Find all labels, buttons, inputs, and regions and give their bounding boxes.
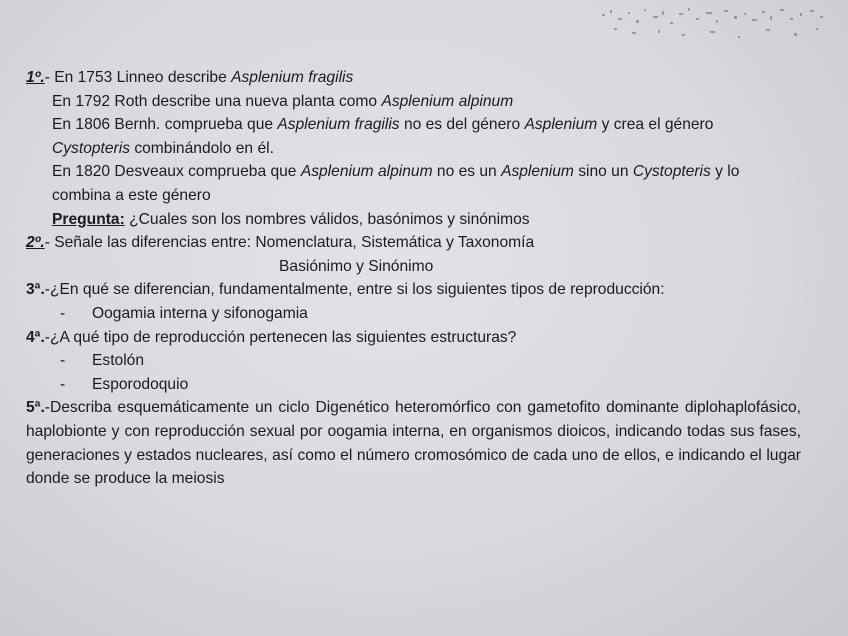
q1-line-1 bbox=[26, 66, 810, 90]
q1-l3-d: Asplenium bbox=[524, 116, 598, 134]
q2-number: 2º. bbox=[26, 234, 45, 252]
q4-number: 4ª. bbox=[26, 328, 45, 346]
q5-number: 5ª. bbox=[26, 399, 45, 417]
q1-l3-b: Asplenium fragilis bbox=[277, 116, 400, 134]
q1-l5-e: sino un bbox=[573, 163, 633, 181]
q1-line-5 bbox=[26, 160, 810, 184]
q1-number: 1º. bbox=[26, 69, 45, 86]
q1-l5-a: En 1820 Desveaux comprueba que bbox=[52, 163, 301, 181]
exam-document bbox=[26, 66, 810, 491]
q4-item-2 bbox=[26, 373, 810, 397]
q1-l1-text: - En 1753 Linneo describe bbox=[44, 69, 232, 86]
q4-item-text: Estolón bbox=[92, 352, 145, 370]
q1-line-3 bbox=[26, 113, 810, 137]
q3-text: -¿En qué se diferencian, fundamentalmente, entre si los siguientes tipos de reproducción: bbox=[44, 281, 665, 299]
q1-l2-text: En 1792 Roth describe una nueva planta como bbox=[52, 92, 382, 110]
q1-l3-c: no es del género bbox=[399, 116, 525, 134]
q1-l2-species: Asplenium alpinum bbox=[381, 92, 514, 110]
q2-line-1 bbox=[26, 231, 810, 255]
q1-l5-f: Cystopteris bbox=[632, 163, 711, 181]
q4-text: -¿A qué tipo de reproducción pertenecen las siguientes estructuras? bbox=[44, 328, 517, 346]
q5-text: -Describa esquemáticamente un ciclo Digenético heteromórfico con gametofito dominante diplohaplofásico, haplobionte y con reproducción sexual por oogamia interna, en organismos dioicos, indicando todas sus fases, generaciones y estados nucleares, así como el número cromosómico de cada uno de ellos, e indicando el lugar donde se produce la meiosis bbox=[26, 399, 801, 488]
q1-l1-species: Asplenium fragilis bbox=[231, 69, 354, 86]
q1-line-2 bbox=[26, 90, 810, 114]
list-dash: - bbox=[60, 304, 66, 322]
q2-line-2: Basiónimo y Sinónimo bbox=[279, 257, 434, 275]
q1-l4-text: combinándolo en él. bbox=[130, 139, 274, 157]
smudge-noise bbox=[598, 4, 834, 44]
q1-question bbox=[26, 208, 810, 232]
q1-l5-d: Asplenium bbox=[501, 163, 574, 181]
q3-item-text: Oogamia interna y sifonogamia bbox=[92, 304, 308, 322]
q3-line-1 bbox=[26, 278, 810, 302]
q3-number: 3ª. bbox=[26, 281, 45, 299]
q1-line-4 bbox=[26, 137, 810, 161]
list-dash: - bbox=[60, 352, 66, 370]
q1-l4-genus: Cystopteris bbox=[52, 139, 130, 157]
q1-line-6: combina a este género bbox=[52, 186, 211, 204]
q4-item-1 bbox=[26, 349, 810, 373]
q2-text: - Señale las diferencias entre: Nomenclatura, Sistemática y Taxonomía bbox=[44, 234, 535, 252]
q1-l5-b: Asplenium alpinum bbox=[300, 163, 433, 181]
q4-item-text: Esporodoquio bbox=[92, 375, 189, 393]
q1-l3-a: En 1806 Bernh. comprueba que bbox=[52, 116, 278, 134]
question-label: Pregunta: bbox=[52, 210, 125, 228]
q1-l5-c: no es un bbox=[432, 163, 502, 181]
q5-paragraph bbox=[26, 396, 801, 490]
list-dash: - bbox=[60, 375, 66, 393]
q4-line-1 bbox=[26, 326, 810, 350]
q3-item bbox=[26, 302, 810, 326]
question-text: ¿Cuales son los nombres válidos, basónimos y sinónimos bbox=[124, 210, 530, 228]
q1-l3-e: y crea el género bbox=[597, 116, 714, 134]
q1-l5-g: y lo bbox=[710, 163, 740, 181]
